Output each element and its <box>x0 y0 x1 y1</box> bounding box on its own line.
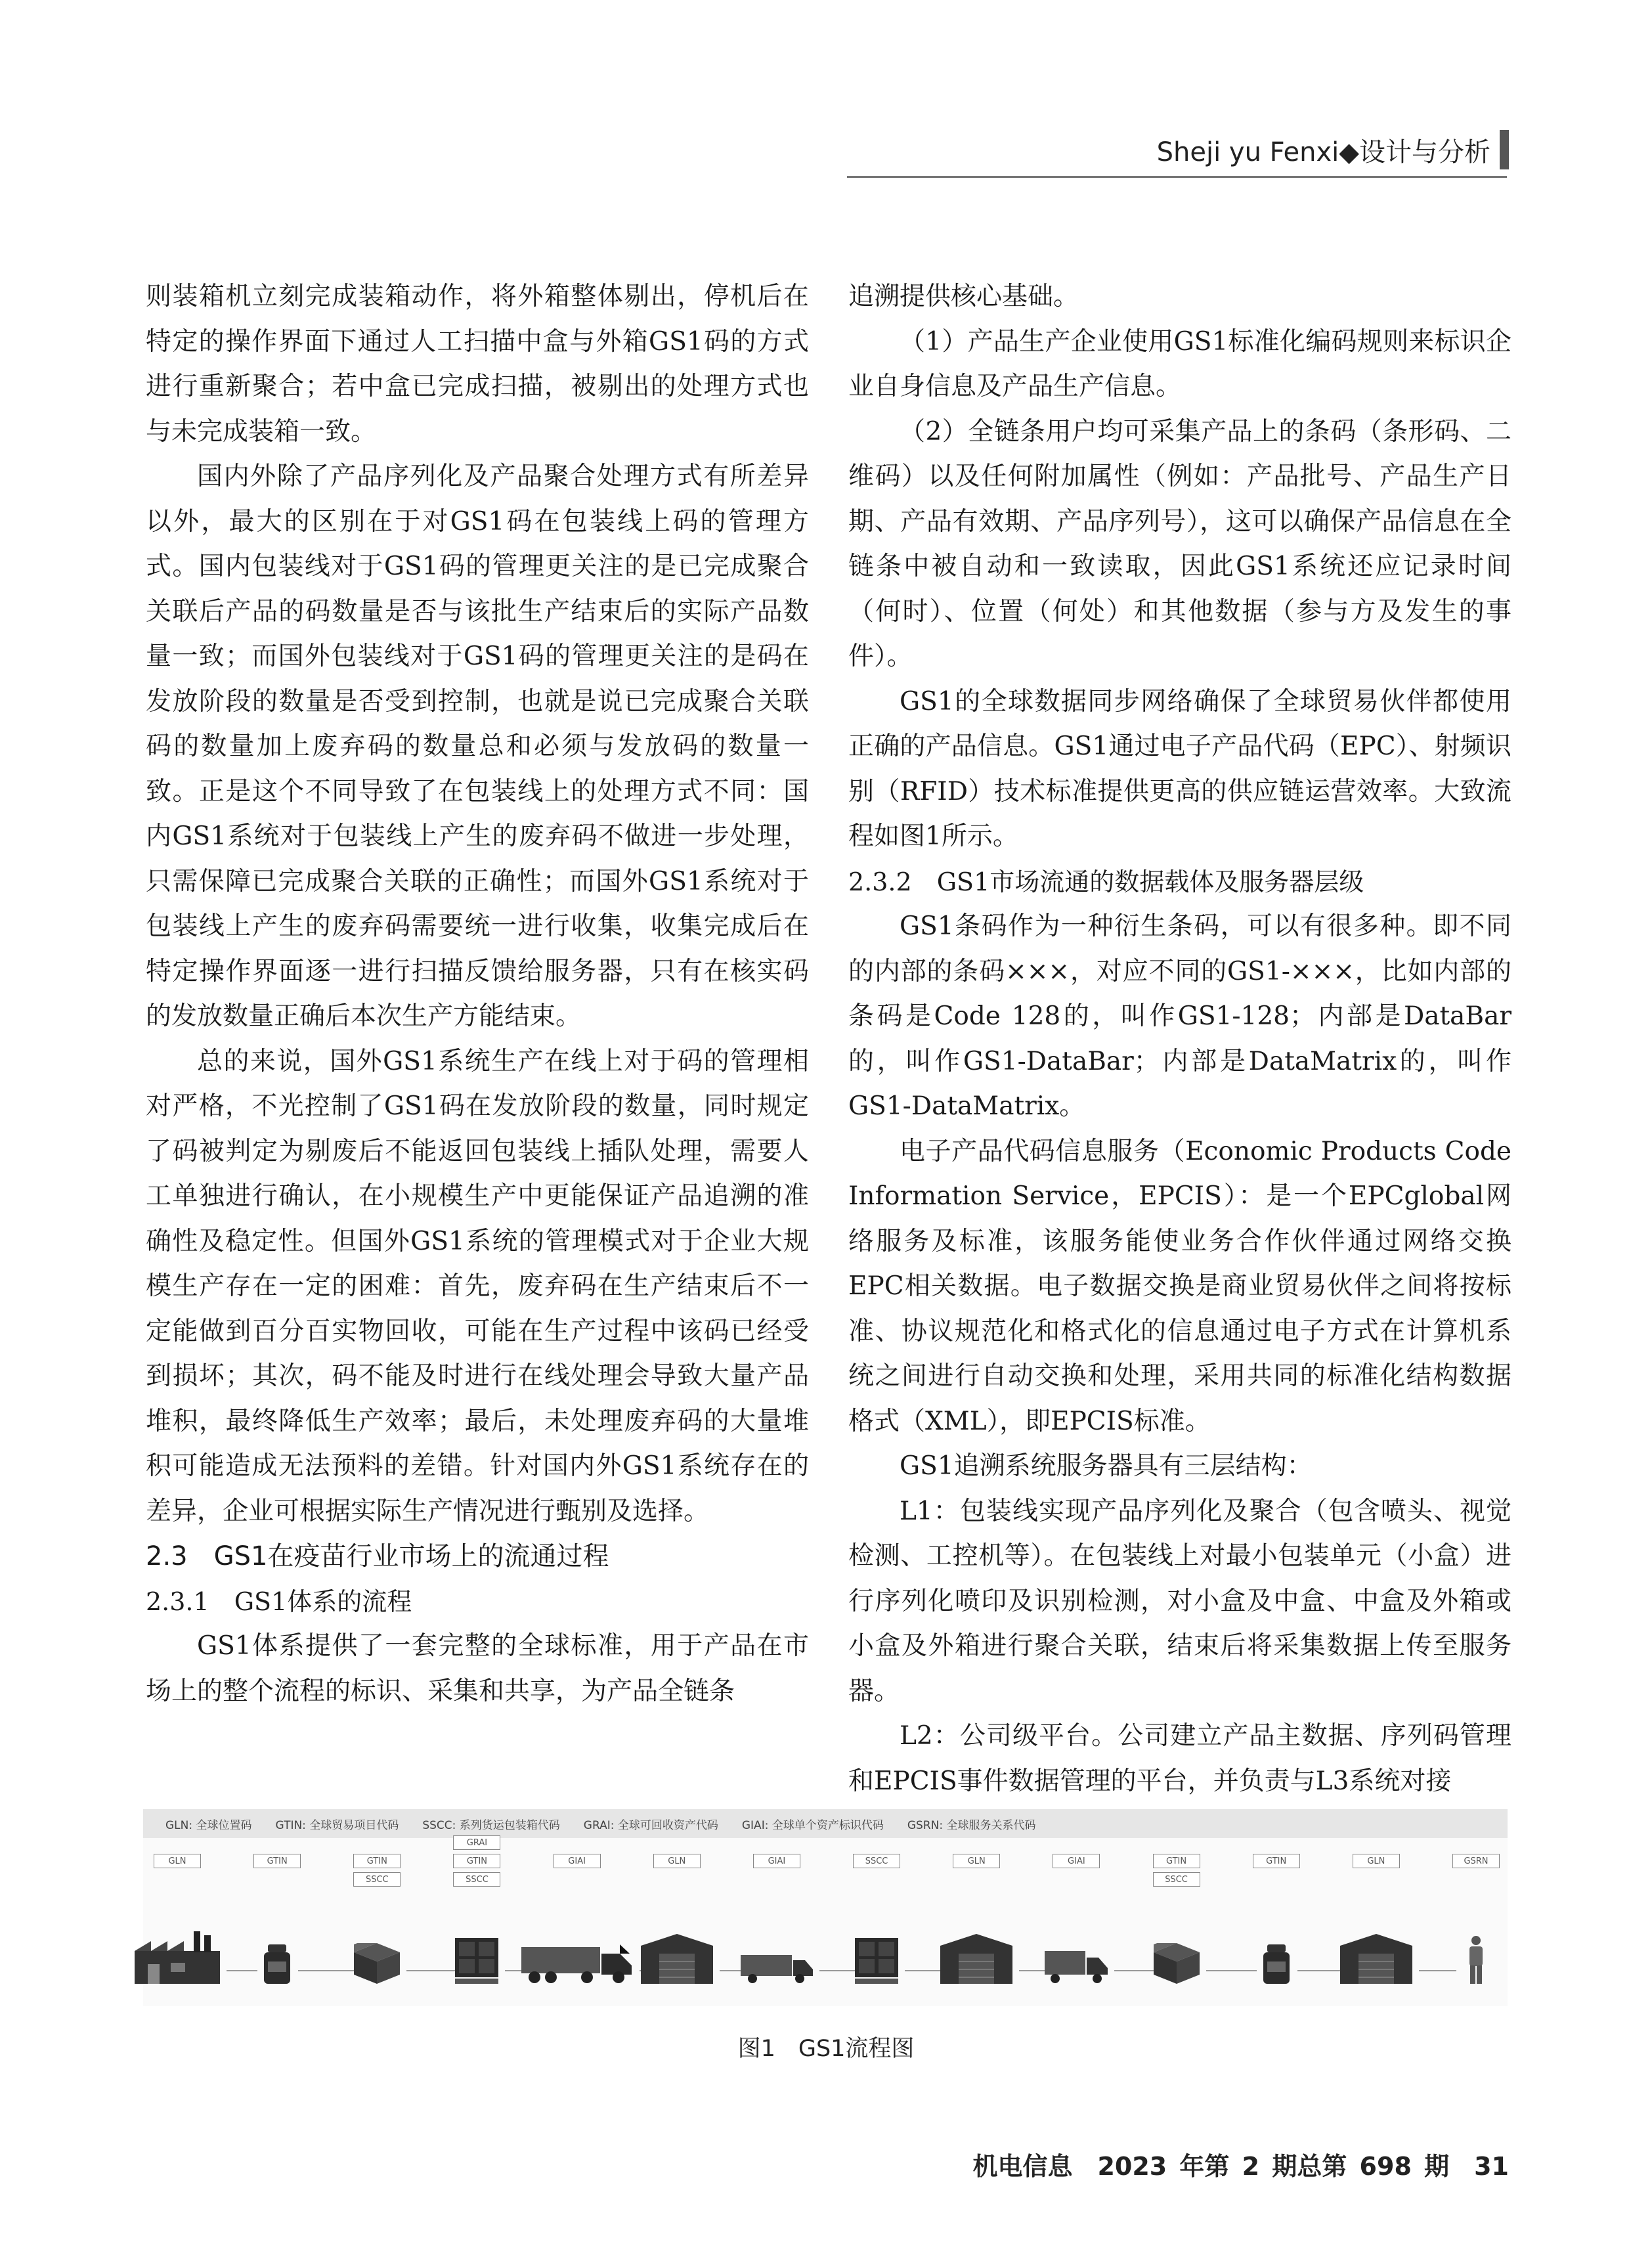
flow-connector <box>298 1970 357 1971</box>
warehouse-icon <box>1340 1934 1412 1986</box>
id-tag-gtin: GTIN <box>353 1854 401 1868</box>
right-paragraphs-a <box>848 274 1511 860</box>
id-tag-sscc: SSCC <box>1153 1872 1200 1887</box>
legend-item: GTIN: 全球贸易项目代码 <box>275 1818 399 1832</box>
id-tag-gsrn: GSRN <box>1452 1854 1500 1868</box>
paragraph: L1：包装线实现产品序列化及聚合（包含喷头、视觉检测、工控机等）。在包装线上对最小包装单元（小盒）进行序列化喷印及识别检测，对小盒及中盒、中盒及外箱或小盒及外箱进行聚合关联，结束后将采集数据上传至服务器。 <box>848 1496 1511 1706</box>
paragraph: （2）全链条用户均可采集产品上的条码（条形码、二维码）以及任何附加属性（例如：产品批号、产品生产日期、产品有效期、产品序列号），这可以确保产品信息在全链条中被自动和一致读取，因此GS1系统还应记录时间（何时）、位置（何处）和其他数据（参与方及发生的事件）。 <box>848 416 1511 671</box>
paragraph: 国内外除了产品序列化及产品聚合处理方式有所差异以外，最大的区别在于对GS1码在包装线上码的管理方式。国内包装线对于GS1码的管理更关注的是已完成聚合关联后产品的码数量是否与该批生产结束后的实际产品数量一致；而国外包装线对于GS1码的管理更关注的是码在发放阶段的数量是否受到控制，也就是说已完成聚合关联码的数量加上废弃码的数量总和必须与发放码的数量一致。正是这个不同导致了在包装线上的处理方式不同：国内GS1系统对于包装线上产生的废弃码不做进一步处理，只需保障已完成聚合关联的正确性；而国外GS1系统对于包装线上产生的废弃码需要统一进行收集，收集完成后在特定操作界面逐一进行扫描反馈给服务器，只有在核实码的发放数量正确后本次生产方能结束。 <box>146 462 809 1031</box>
id-tag-gln: GLN <box>953 1854 1000 1868</box>
id-tag-gtin: GTIN <box>1153 1854 1200 1868</box>
gs1-flow-figure <box>143 1809 1508 2006</box>
section-heading-2-3-1: 2.3.1 GS1体系的流程 <box>146 1587 412 1616</box>
header-bar <box>1500 130 1509 169</box>
paragraph: GS1条码作为一种衍生条码，可以有很多种。即不同的内部的条码×××，对应不同的GS1-×××，比如内部的条码是Code 128的，叫作GS1-128；内部是DataBar的，叫作GS1-DataBar；内部是DataMatrix的，叫作GS1-DataMatrix。 <box>848 911 1511 1121</box>
paragraph: 追溯提供核心基础。 <box>848 282 1079 311</box>
id-tag-gln: GLN <box>1353 1854 1400 1868</box>
factory-icon <box>135 1931 220 1986</box>
paragraph: GS1追溯系统服务器具有三层结构： <box>900 1451 1313 1481</box>
id-tag-gtin: GTIN <box>1253 1854 1300 1868</box>
flow-connector <box>1419 1970 1456 1971</box>
flow-connector <box>1206 1970 1257 1971</box>
box-icon <box>1154 1943 1200 1986</box>
flow-connector <box>819 1970 857 1971</box>
legend-item: GRAI: 全球可回收资产代码 <box>583 1818 718 1832</box>
running-header <box>1157 130 1509 169</box>
id-tag-gln: GLN <box>653 1854 701 1868</box>
flow-connector <box>227 1970 257 1971</box>
van-icon <box>741 1951 813 1986</box>
id-tag-giai: GIAI <box>554 1854 601 1868</box>
left-paragraphs <box>146 274 809 1534</box>
id-tag-gtin: GTIN <box>453 1854 500 1868</box>
id-tag-sscc: SSCC <box>853 1854 900 1868</box>
right-paragraphs-b <box>848 904 1511 1804</box>
legend-item: GLN: 全球位置码 <box>165 1818 252 1832</box>
section-heading-2-3: 2.3 GS1在疫苗行业市场上的流通过程 <box>146 1541 609 1571</box>
header-rule <box>847 176 1507 178</box>
legend-item: GIAI: 全球单个资产标识代码 <box>741 1818 884 1832</box>
id-tag-gtin: GTIN <box>253 1854 301 1868</box>
vial-icon <box>1262 1944 1291 1986</box>
truck-icon <box>521 1942 633 1986</box>
paragraph: （1）产品生产企业使用GS1标准化编码规则来标识企业自身信息及产品生产信息。 <box>848 326 1511 401</box>
pallet-icon <box>855 1938 898 1986</box>
left-column <box>146 274 809 1714</box>
warehouse-icon <box>641 1934 713 1986</box>
id-tag-giai: GIAI <box>1053 1854 1100 1868</box>
flow-connector <box>406 1970 457 1971</box>
section-heading-2-3-2: 2.3.2 GS1市场流通的数据载体及服务器层级 <box>848 867 1364 896</box>
small-truck-icon <box>1045 1948 1108 1986</box>
id-tag-gln: GLN <box>154 1854 201 1868</box>
paragraph: GS1的全球数据同步网络确保了全球贸易伙伴都使用正确的产品信息。GS1通过电子产品代码（EPC）、射频识别（RFID）技术标准提供更高的供应链运营效率。大致流程如图1所示。 <box>848 686 1511 851</box>
page-footer: 机电信息 2023 年第 2 期总第 698 期 31 <box>972 2152 1509 2181</box>
figure-stage <box>143 1809 1508 2006</box>
paragraph: 电子产品代码信息服务（Economic Products Code Information Service，EPCIS）：是一个EPCglobal网络服务及标准，该服务能使业务合作伙伴通过网络交换EPC相关数据。电子数据交换是商业贸易伙伴之间将按标准、协议规范化和格式化的信息通过电子方式在计算机系统之间进行自动交换和处理，采用共同的标准化结构数据格式（XML），即EPCIS标准。 <box>848 1136 1511 1436</box>
paragraph: 总的来说，国外GS1系统生产在线上对于码的管理相对严格，不光控制了GS1码在发放阶段的数量，同时规定了码被判定为剔废后不能返回包装线上插队处理，需要人工单独进行确认，在小规模生产中更能保证产品追溯的准确性及稳定性。但国外GS1系统的管理模式对于企业大规模生产存在一定的困难：首先，废弃码在生产结束后不一定能做到百分百实物回收，可能在生产过程中该码已经受到损坏；其次，码不能及时进行在线处理会导致大量产品堆积，最终降低生产效率；最后，未处理废弃码的大量堆积可能造成无法预料的差错。针对国内外GS1系统存在的差异，企业可根据实际生产情况进行甄别及选择。 <box>146 1046 809 1526</box>
id-tag-giai: GIAI <box>753 1854 800 1868</box>
pallet-icon <box>455 1938 498 1986</box>
legend-item: SSCC: 系列货运包装箱代码 <box>422 1818 560 1832</box>
paragraph: L2：公司级平台。公司建立产品主数据、序列码管理和EPCIS事件数据管理的平台，并负责与L3系统对接 <box>848 1721 1511 1796</box>
box-icon <box>354 1943 400 1986</box>
person-icon <box>1466 1935 1487 1986</box>
id-tag-sscc: SSCC <box>453 1872 500 1887</box>
paragraph: 则装箱机立刻完成装箱动作，将外箱整体剔出，停机后在特定的操作界面下通过人工扫描中盒与外箱GS1码的方式进行重新聚合；若中盒已完成扫描，被剔出的处理方式也与未完成装箱一致。 <box>146 282 809 447</box>
warehouse-icon <box>940 1934 1012 1986</box>
legend-item: GSRN: 全球服务关系代码 <box>907 1818 1036 1832</box>
flow-connector <box>1114 1970 1156 1971</box>
figure-caption: 图1 GS1流程图 <box>737 2036 915 2062</box>
right-column <box>848 274 1511 1804</box>
id-tag-sscc: SSCC <box>353 1872 401 1887</box>
running-header-title: Sheji yu Fenxi◆设计与分析 <box>1156 137 1490 167</box>
vial-icon <box>263 1944 292 1986</box>
paragraph: GS1体系提供了一套完整的全球标准，用于产品在市场上的整个流程的标识、采集和共享，为产品全链条 <box>146 1631 809 1706</box>
id-tag-grai: GRAI <box>453 1835 500 1850</box>
